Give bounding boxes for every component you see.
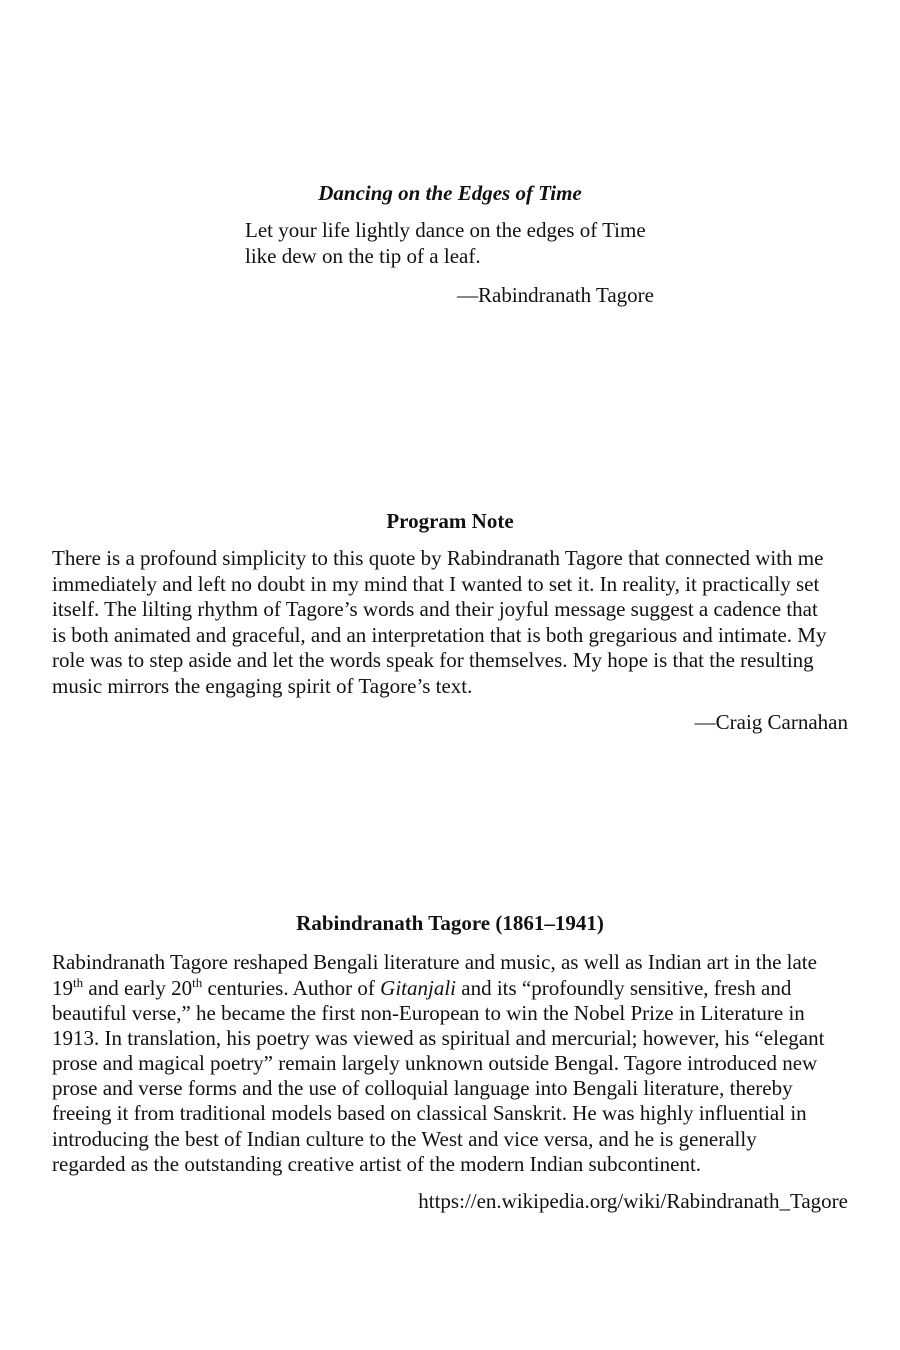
- program-note-heading: Program Note: [386, 509, 514, 533]
- program-note-line: There is a profound simplicity to this quote by Rabindranath Tagore that connected with me: [52, 546, 824, 570]
- program-note-line: itself. The lilting rhythm of Tagore’s words and their joyful message suggest a cadence that: [52, 597, 818, 621]
- biography-line: prose and magical poetry” remain largely unknown outside Bengal. Tagore introduced new: [52, 1051, 818, 1075]
- ordinal-suffix: th: [192, 975, 203, 990]
- ordinal-suffix: th: [73, 975, 84, 990]
- program-note-line: is both animated and graceful, and an interpretation that is both gregarious and intimate. My: [52, 623, 827, 647]
- program-note-line: music mirrors the engaging spirit of Tagore’s text.: [52, 674, 473, 698]
- biography-line: freeing it from traditional models based on classical Sanskrit. He was highly influential in: [52, 1101, 807, 1125]
- biography-line: regarded as the outstanding creative artist of the modern Indian subcontinent.: [52, 1152, 702, 1176]
- biography-line: 1913. In translation, his poetry was viewed as spiritual and mercurial; however, his “elegant: [52, 1026, 825, 1050]
- biography-line: prose and verse forms and the use of colloquial language into Bengali literature, thereby: [52, 1076, 793, 1100]
- century-number: 19: [52, 976, 73, 1000]
- biography-line: beautiful verse,” he became the first non-European to win the Nobel Prize in Literature in: [52, 1001, 805, 1025]
- source-link[interactable]: https://en.wikipedia.org/wiki/Rabindranath_Tagore: [418, 1189, 848, 1213]
- poem-title: Dancing on the Edges of Time: [318, 181, 582, 205]
- poem-line: Let your life lightly dance on the edges of Time: [245, 218, 646, 242]
- poem-line: like dew on the tip of a leaf.: [245, 244, 481, 268]
- biography-text: and early: [83, 976, 172, 1000]
- biography-text: centuries. Author of: [202, 976, 381, 1000]
- biography-line: Rabindranath Tagore reshaped Bengali literature and music, as well as Indian art in the late: [52, 950, 817, 974]
- poem-attribution: —Rabindranath Tagore: [457, 283, 654, 307]
- biography-text: and its “profoundly sensitive, fresh and: [456, 976, 792, 1000]
- biography-line: introducing the best of Indian culture to the West and vice versa, and he is generally: [52, 1127, 757, 1151]
- program-note-attribution: —Craig Carnahan: [694, 710, 848, 734]
- program-note-line: role was to step aside and let the words speak for themselves. My hope is that the resulting: [52, 648, 814, 672]
- program-note-line: immediately and left no doubt in my mind that I wanted to set it. In reality, it practically set: [52, 572, 820, 596]
- book-title: Gitanjali: [380, 976, 457, 1000]
- century-number: 20: [171, 976, 193, 1000]
- biography-heading: Rabindranath Tagore (1861–1941): [296, 911, 604, 935]
- biography-line: [52, 975, 791, 1001]
